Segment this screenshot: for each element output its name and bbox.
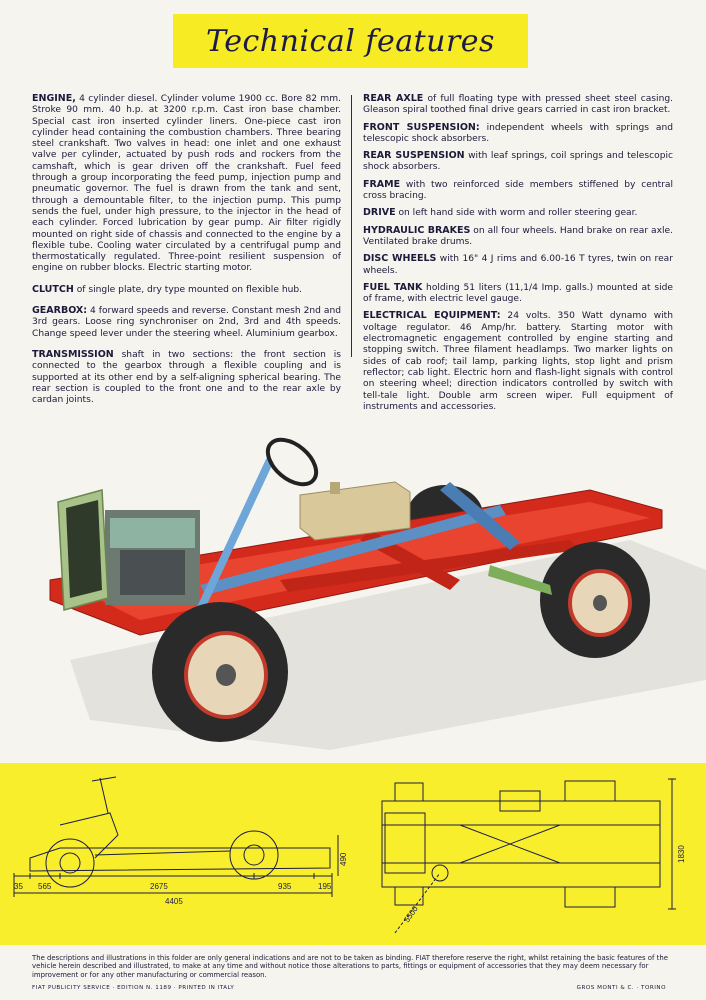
dim-35: 35 bbox=[14, 882, 23, 891]
blueprint-band bbox=[0, 763, 706, 945]
disclaimer-text: The descriptions and illustrations in this folder are only general indications and are not to be taken as binding. FIAT therefore reserve the right, whilst retaining the basic features of the vehicle herein described and illustrated, to make at any time and without notice those alterations to parts, fittings or equipment of accessories that they may deem necessary for improvement or for any other manufacturing or commercial reason. bbox=[32, 954, 668, 979]
dim-490: 490 bbox=[339, 852, 348, 866]
spec-transmission: TRANSMISSION shaft in two sections: the front section is connected to the gearbox through a flexible coupling and is supported at its other end by a self-aligning spherical bearing. The rear section is coupled to the front one and to the rear axle by cardan joints. bbox=[32, 348, 341, 406]
spec-fuel-tank: FUEL TANK holding 51 liters (11,1/4 Imp. galls.) mounted at side of frame, with electric level gauge. bbox=[363, 281, 673, 305]
radiator bbox=[58, 490, 108, 610]
spec-rear-axle: REAR AXLE of full floating type with pressed sheet steel casing. Gleason spiral toothed final drive gears carried in cast iron bracket. bbox=[363, 93, 673, 116]
spec-disc-wheels: DISC WHEELS with 16" 4 J rims and 6.00-16 T tyres, twin on rear wheels. bbox=[363, 253, 673, 276]
dim-565: 565 bbox=[38, 882, 52, 891]
chassis-illustration bbox=[30, 420, 706, 760]
side-view-drawing bbox=[14, 777, 338, 897]
spec-front-suspension: FRONT SUSPENSION: independent wheels with springs and telescopic shock absorbers. bbox=[363, 121, 674, 144]
right-spec-column bbox=[363, 93, 673, 418]
rear-right-wheel bbox=[540, 542, 650, 658]
blueprint-drawings bbox=[0, 763, 706, 945]
engine bbox=[105, 510, 200, 605]
front-right-wheel bbox=[152, 602, 288, 742]
spec-engine: ENGINE, 4 cylinder diesel. Cylinder volume 1900 cc. Bore 82 mm. Stroke 90 mm. 40 h.p. at 3200 r.p.m. Cast iron base chamber. Special cast iron inserted cylinder liners. One-piece cast iron cylinder head containing the combustion chambers. Three bearing steel crankshaft. Two valves in head: one inlet and one exhaust valve per cylinder, actuated by push rods and rockers from the camshaft, which is gear driven off the crankshaft. Fuel feed through a group incorporating the feed pump, injection pump and pneumatic governor. The fuel is drawn from the tank and sent, through a demountable filter, to the injection pump. This pump sends the fuel, under high pressure, to the injector in the head of each cylinder. Forced lubrication by gear pump. Air filter rigidly mounted on right side of chassis and connected to the engine by a flexible tube. Cooling water circulated by a centrifugal pump and thermostatically regulated. Three-point resilient suspension of engine on rubber blocks. Electric starting motor. bbox=[32, 93, 341, 274]
spec-gearbox: GEARBOX: 4 forward speeds and reverse. Constant mesh 2nd and 3rd gears. Loose ring synchroniser on 2nd, 3rd and 4th speeds. Change speed lever under the steering wheel. Aluminium gearbox. bbox=[32, 305, 341, 339]
column-divider bbox=[351, 95, 352, 357]
dim-4405: 4405 bbox=[165, 897, 183, 906]
dim-1830: 1830 bbox=[677, 845, 686, 863]
dim-2675: 2675 bbox=[150, 882, 168, 891]
spec-rear-suspension: REAR SUSPENSION with leaf springs, coil springs and telescopic shock absorbers. bbox=[363, 150, 673, 173]
footer-printer: GROS MONTI & C. · TORINO bbox=[576, 985, 666, 991]
left-spec-column bbox=[32, 93, 341, 415]
spec-drive: DRIVE on left hand side with worm and roller steering gear. bbox=[363, 207, 638, 219]
title-banner bbox=[173, 14, 528, 68]
dim-195: 195 bbox=[318, 882, 332, 891]
spec-electrical-equipment: ELECTRICAL EQUIPMENT: 24 volts. 350 Watt dynamo with voltage regulator. 46 Amp/hr. battery. Starting motor with electromagnetic engagement controlled by engine starting and stopping switch. Three filament headlamps. Two marker lights on sides of cab roof; tail lamp, parking lights, stop light and prism reflector; cab light. Electric horn and flash-light signals with control on steering wheel; direction indicators controlled by switch with tell-tale light. Double arm screen wiper. Full equipment of instruments and accessories. bbox=[363, 310, 673, 412]
footer-publicity: FIAT PUBLICITY SERVICE · EDITION N. 1189 · PRINTED IN ITALY bbox=[32, 985, 235, 991]
spec-hydraulic-brakes: HYDRAULIC BRAKES on all four wheels. Hand brake on rear axle. Ventilated brake drums. bbox=[363, 224, 673, 247]
dim-5500: 5500 bbox=[402, 904, 420, 925]
page-title: Technical features bbox=[206, 23, 495, 59]
dim-935: 935 bbox=[278, 882, 292, 891]
spec-frame: FRAME with two reinforced side members stiffened by central cross bracing. bbox=[363, 178, 673, 202]
spec-clutch: CLUTCH of single plate, dry type mounted on flexible hub. bbox=[32, 283, 303, 295]
top-view-drawing bbox=[382, 779, 676, 933]
